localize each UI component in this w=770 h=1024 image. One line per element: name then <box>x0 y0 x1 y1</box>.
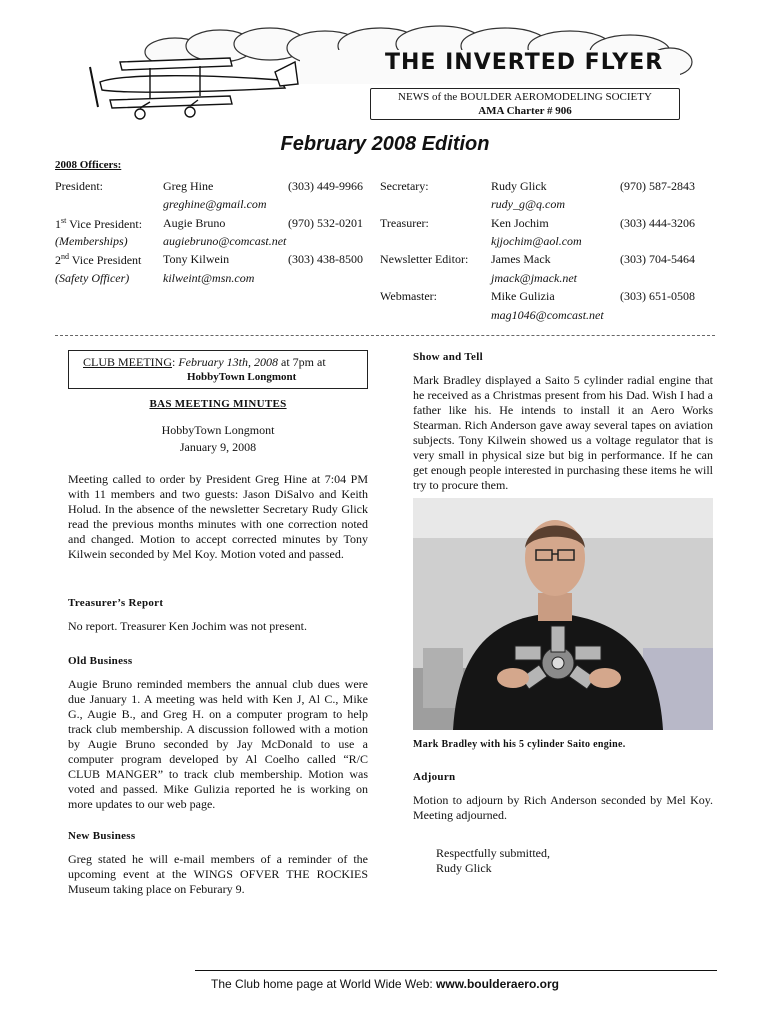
officer-role-sub: (Memberships) <box>55 234 128 248</box>
officer-name: Greg Hine <box>163 179 214 193</box>
officer-name: Augie Bruno <box>163 216 226 230</box>
old-business-heading: Old Business <box>68 655 133 667</box>
officers-heading: 2008 Officers: <box>55 159 122 171</box>
minutes-date: January 9, 2008 <box>179 440 257 454</box>
section-divider <box>55 335 715 336</box>
edition-title: February 2008 Edition <box>280 133 490 155</box>
masthead <box>80 22 700 134</box>
meeting-location: HobbyTown Longmont <box>187 371 297 383</box>
adjourn-text: Motion to adjourn by Rich Anderson seconded by Mel Koy. Meeting adjourned. <box>413 793 713 822</box>
meeting-time: at 7pm at <box>278 355 326 369</box>
photo-caption: Mark Bradley with his 5 cylinder Saito engine. <box>413 739 626 750</box>
officer-email[interactable]: mag1046@comcast.net <box>491 308 604 322</box>
footer-prefix: The Club home page at World Wide Web: <box>211 977 437 991</box>
footer-rule <box>195 970 717 971</box>
mark-bradley-photo <box>413 498 713 730</box>
meeting-date: February 13th, 2008 <box>178 355 278 369</box>
logo-text: THE INVERTED FLYER <box>385 50 664 75</box>
officer-phone: (303) 704-5464 <box>620 252 695 266</box>
officer-name: Rudy Glick <box>491 179 547 193</box>
sign-off-line: Respectfully submitted, <box>436 846 550 860</box>
show-and-tell-text: Mark Bradley displayed a Saito 5 cylinder radial engine that he received as a Christmas present from his Dad. Wish I had a father like his. He intends to install it an Aero Works Stearman. Rich Anderson gave away several tapes on aviation subjects. Tony Kilwein showed us a voltage regulator that is very small in physical size but big in performance. If he can get enough people interested in purchasing these items he will try to procure them. <box>413 373 713 492</box>
officer-email[interactable]: jmack@jmack.net <box>491 271 578 285</box>
officer-role: President: <box>55 179 103 193</box>
treasurer-text: No report. Treasurer Ken Jochim was not present. <box>68 619 307 633</box>
old-business-text: Augie Bruno reminded members the annual club dues were due January 1. A meeting was held with Ken J, Al C., Mike G., Augie B., and Greg H. on a computer program to help track club membership. A discussion followed with a motion by Augie Bruno seconded by Jay McDonald to use a computer program developed by Al Coelho called “R/C CLUB MANGER” to track club membership. Motion was voted and passed. Mike Gulizia reported he is working on more updates to our web page. <box>68 677 368 811</box>
minutes-title: BAS MEETING MINUTES <box>149 398 287 410</box>
officer-role: Newsletter Editor: <box>380 252 469 266</box>
treasurer-heading: Treasurer’s Report <box>68 597 164 609</box>
officer-name: Tony Kilwein <box>163 252 230 266</box>
new-business-text: Greg stated he will e-mail members of a reminder of the upcoming event at the WINGS OFVER THE ROCKIES Museum taking place on Feburary 9. <box>68 852 368 896</box>
officer-email[interactable]: rudy_g@q.com <box>491 197 566 211</box>
officer-name: James Mack <box>491 252 551 266</box>
officer-phone: (970) 532-0201 <box>288 216 363 230</box>
new-business-heading: New Business <box>68 830 136 842</box>
officer-role: Secretary: <box>380 179 429 193</box>
society-banner <box>370 88 680 120</box>
officer-role-sub: (Safety Officer) <box>55 271 130 285</box>
officer-phone: (303) 651-0508 <box>620 289 695 303</box>
show-and-tell-heading: Show and Tell <box>413 351 483 363</box>
officer-email[interactable]: greghine@gmail.com <box>163 197 267 211</box>
society-line: NEWS of the BOULDER AEROMODELING SOCIETY <box>398 91 652 103</box>
club-meeting-box: CLUB MEETING: February 13th, 2008 at 7pm at HobbyTown Longmont <box>68 350 368 389</box>
charter-line: AMA Charter # 906 <box>478 105 572 117</box>
officer-role: 2nd Vice President <box>55 252 142 267</box>
officer-phone: (303) 438-8500 <box>288 252 363 266</box>
footer-url-link[interactable]: www.boulderaero.org <box>436 977 559 991</box>
officer-phone: (303) 444-3206 <box>620 216 695 230</box>
officer-name: Mike Gulizia <box>491 289 555 303</box>
officer-role: Treasurer: <box>380 216 429 230</box>
footer <box>0 977 770 991</box>
officer-phone: (970) 587-2843 <box>620 179 695 193</box>
officer-phone: (303) 449-9966 <box>288 179 363 193</box>
officer-email[interactable]: augiebruno@comcast.net <box>163 234 287 248</box>
minutes-intro: Meeting called to order by President Greg Hine at 7:04 PM with 11 members and two guests: Jason DiSalvo and Keith Holud. In the absence of the newsletter Secretary Rudy Glick read the previous months minutes with one correction noted and changed. Motion to accept corrected minutes by Tony Kilwein seconded by Mel Koy. Motion voted and passed. <box>68 472 368 561</box>
officer-role: Webmaster: <box>380 289 438 303</box>
meeting-label: CLUB MEETING <box>83 355 172 369</box>
officer-name: Ken Jochim <box>491 216 549 230</box>
officer-email[interactable]: kilweint@msn.com <box>163 271 255 285</box>
sign-off-name: Rudy Glick <box>436 861 492 875</box>
officer-role: 1st Vice President: <box>55 216 143 231</box>
minutes-place: HobbyTown Longmont <box>161 423 275 437</box>
officer-email[interactable]: kjjochim@aol.com <box>491 234 582 248</box>
photo-illustration <box>413 498 713 730</box>
adjourn-heading: Adjourn <box>413 771 456 783</box>
